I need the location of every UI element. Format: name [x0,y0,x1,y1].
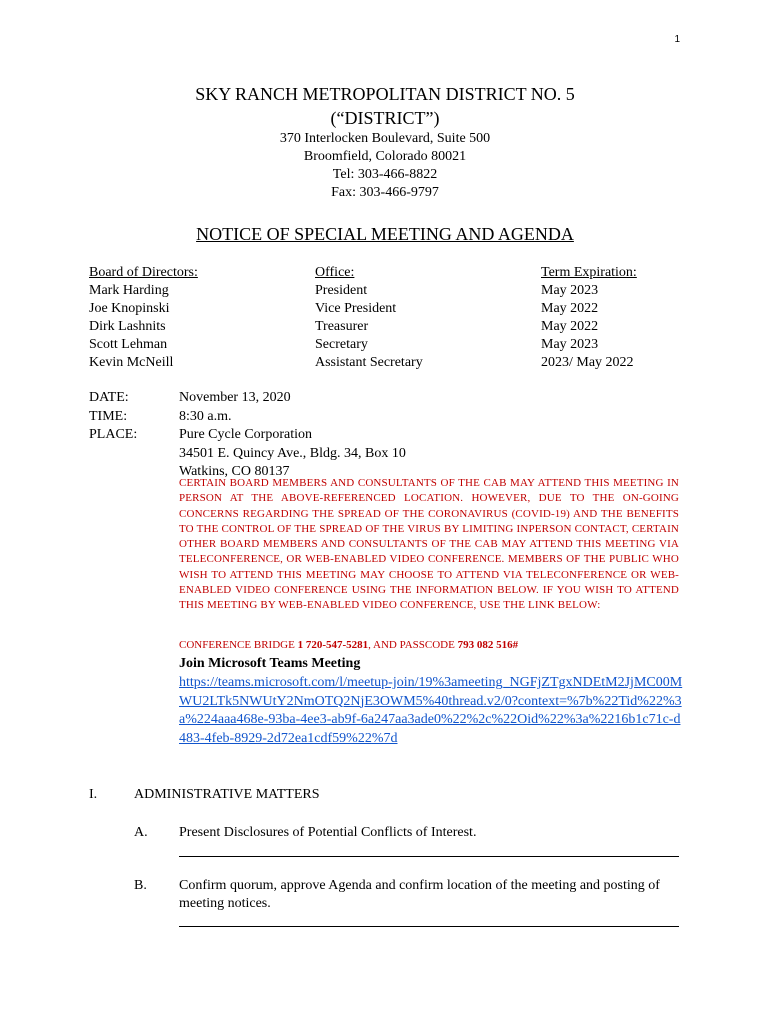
term-column [541,264,637,372]
member-office: Assistant Secretary [315,355,423,370]
teams-meeting-link[interactable]: https://teams.microsoft.com/l/meetup-join/19%3ameeting_NGFjZTgxNDEtM2JjMC00MWU2LTk5NWUtY2NmOTQ2NjE3OWM5%40thread.v2/0?context=%7b%22Tid%22%3a%224aaa468e-93ba-4ee3-ab9f-6a247aa3ade0%22%2c%22Oid%22%3a%2216b1c71c-d483-4feb-8929-2d72ea1cdf59%22%7d [179,675,683,746]
date-label: DATE: [89,390,129,405]
member-term: May 2023 [541,283,599,298]
member-name: Kevin McNeill [89,355,174,370]
bridge-middle: , AND PASSCODE [368,639,458,651]
page-number: 1 [674,34,680,45]
member-term: May 2022 [541,301,599,316]
office-header: Office: [315,265,355,280]
section-title: ADMINISTRATIVE MATTERS [134,787,320,802]
agenda-item-text: Present Disclosures of Potential Conflicts of Interest. [179,825,477,840]
district-name: SKY RANCH METROPOLITAN DISTRICT NO. 5 [195,84,575,104]
member-term: May 2023 [541,337,599,352]
place-street: 34501 E. Quincy Ave., Bldg. 34, Box 10 [179,445,406,461]
time-value: 8:30 a.m. [179,408,232,424]
bridge-passcode: 793 082 516# [457,639,519,651]
office-column [315,264,423,372]
directors-header: Board of Directors: [89,265,198,280]
underline-divider [179,926,679,927]
agenda-item-text: Confirm quorum, approve Agenda and confirm location of the meeting and posting of meeting notices. [179,878,660,911]
place-name: Pure Cycle Corporation [179,427,312,442]
covid-notice: CERTAIN BOARD MEMBERS AND CONSULTANTS OF THE CAB MAY ATTEND THIS MEETING IN PERSON AT THE ABOVE-REFERENCED LOCATION. HOWEVER, DUE TO THE ON-GOING CONCERNS REGARDING THE SPREAD OF THE CORONAVIRUS (COVID-19) AND THE BENEFITS TO THE CONTROL OF THE SPREAD OF THE VIRUS BY LIMITING INPERSON CONTACT, CERTAIN OTHER BOARD MEMBERS AND CONSULTANTS OF THE CAB MAY ATTEND THIS MEETING VIA TELECONFERENCE, OR WEB-ENABLED VIDEO CONFERENCE. MEMBERS OF THE PUBLIC WHO WISH TO ATTEND THIS MEETING MAY CHOOSE TO ATTEND VIA TELECONFERENCE OR WEB-ENABLED VIDEO CONFERENCE USING THE INFORMATION BELOW. IF YOU WISH TO ATTEND THIS MEETING BY WEB-ENABLED VIDEO CONFERENCE, USE THE LINK BELOW: [179,477,679,612]
time-label: TIME: [89,408,128,424]
member-office: Vice President [315,301,397,316]
teams-heading: Join Microsoft Teams Meeting [179,656,361,671]
district-title [0,82,770,130]
member-office: Treasurer [315,319,369,334]
place-label: PLACE: [89,427,138,442]
district-address [0,130,770,202]
member-name: Mark Harding [89,283,169,298]
underline-divider [179,856,679,857]
member-office: President [315,283,368,298]
member-term: May 2022 [541,319,599,334]
directors-column [89,264,198,372]
item-letter: B. [134,878,147,893]
conference-bridge [179,639,518,651]
section-number: I. [89,787,98,802]
address-street: 370 Interlocken Boulevard, Suite 500 [279,131,491,146]
member-name: Scott Lehman [89,337,168,352]
address-city: Broomfield, Colorado 80021 [303,149,467,164]
member-office: Secretary [315,337,368,352]
district-short-name: (“DISTRICT”) [330,108,440,128]
fax-number: Fax: 303-466-9797 [331,185,439,200]
notice-title [0,224,770,245]
bridge-number: 1 720-547-5281 [297,639,369,651]
phone-number: Tel: 303-466-8822 [332,167,438,182]
item-letter: A. [134,825,148,840]
member-term: 2023/ May 2022 [541,355,634,370]
term-header: Term Expiration: [541,265,637,280]
place-city: Watkins, CO 80137 [179,464,290,479]
notice-title-text: NOTICE OF SPECIAL MEETING AND AGENDA [196,224,574,244]
date-value: November 13, 2020 [179,390,291,405]
member-name: Dirk Lashnits [89,319,166,334]
member-name: Joe Knopinski [89,301,170,316]
bridge-prefix: CONFERENCE BRIDGE [179,639,298,651]
